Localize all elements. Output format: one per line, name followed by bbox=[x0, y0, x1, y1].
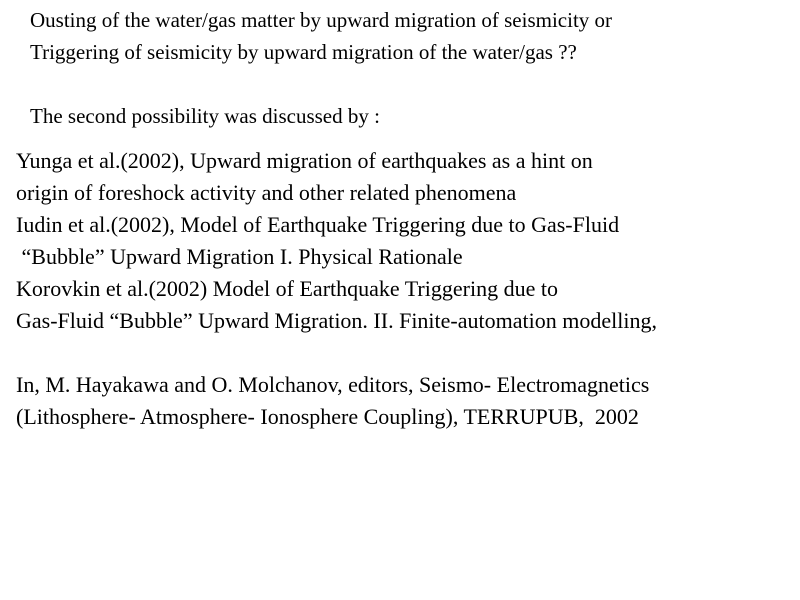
reference-line: Gas-Fluid “Bubble” Upward Migration. II. Finite-automation modelling, bbox=[16, 308, 657, 333]
source-line: In, M. Hayakawa and O. Molchanov, editors, Seismo- Electromagnetics bbox=[16, 372, 650, 397]
reference-line: Korovkin et al.(2002) Model of Earthquake Triggering due to bbox=[16, 276, 558, 301]
reference-line: origin of foreshock activity and other related phenomena bbox=[16, 180, 517, 205]
reference-line: Iudin et al.(2002), Model of Earthquake Triggering due to Gas-Fluid bbox=[16, 212, 620, 237]
question-line-2: Triggering of seismicity by upward migration of the water/gas ?? bbox=[30, 40, 577, 64]
source-line: (Lithosphere- Atmosphere- Ionosphere Coupling), TERRUPUB, 2002 bbox=[16, 404, 639, 429]
reference-line: “Bubble” Upward Migration I. Physical Rationale bbox=[16, 244, 463, 269]
reference-line: Yunga et al.(2002), Upward migration of earthquakes as a hint on bbox=[16, 148, 593, 173]
question-line-1: Ousting of the water/gas matter by upward migration of seismicity or bbox=[30, 8, 613, 32]
intro-text: The second possibility was discussed by : bbox=[30, 104, 380, 128]
